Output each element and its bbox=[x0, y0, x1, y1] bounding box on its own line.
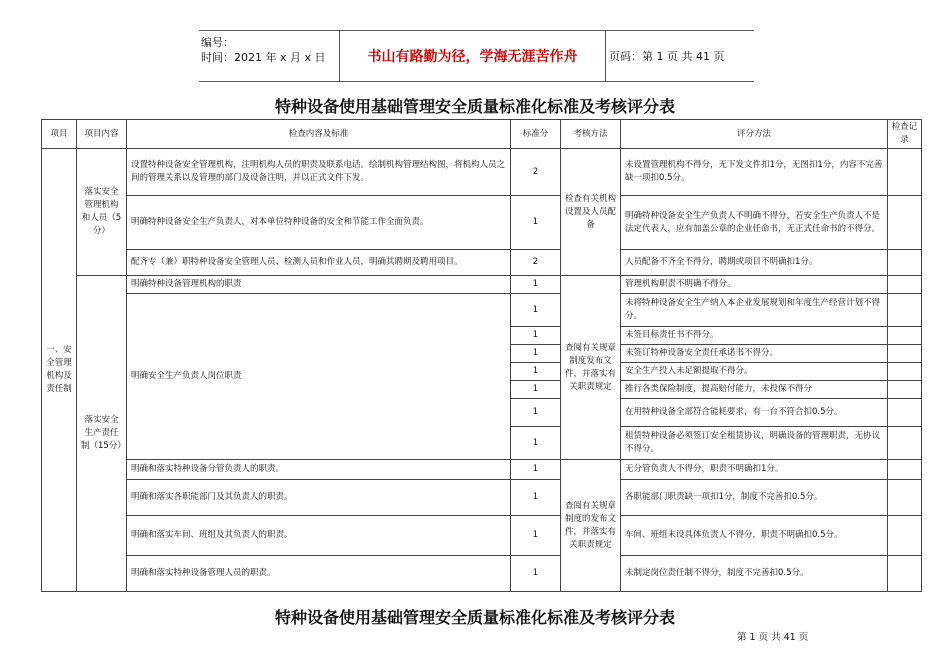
score-cell: 1 bbox=[511, 294, 561, 327]
content-cell: 明确和落实特种设备管理人员的职责。 bbox=[127, 556, 511, 592]
score-cell: 2 bbox=[511, 250, 561, 276]
item-cell: 落实安全生产责任制（15分） bbox=[77, 276, 127, 592]
table-row bbox=[42, 460, 922, 480]
content-cell: 明确特种设备管理机构的职责 bbox=[127, 276, 511, 294]
score-cell: 1 bbox=[511, 363, 561, 381]
scoring-cell: 各职能部门职责缺一项扣1分，制度不完善扣0.5分。 bbox=[621, 480, 888, 516]
footer-page-number: 第 1 页 共 41 页 bbox=[737, 632, 809, 643]
col-header: 考核方法 bbox=[561, 120, 621, 149]
table-row bbox=[42, 196, 922, 250]
col-header: 检查内容及标准 bbox=[127, 120, 511, 149]
content-cell: 明确安全生产负责人岗位职责 bbox=[127, 294, 511, 460]
method-cell: 查阅有关规章制度的发布文件，并落实有关职责规定 bbox=[561, 460, 621, 592]
score-cell: 1 bbox=[511, 196, 561, 250]
score-cell: 1 bbox=[511, 381, 561, 399]
record-cell bbox=[888, 427, 922, 460]
content-cell: 明确和落实特种设备分管负责人的职责。 bbox=[127, 460, 511, 480]
scoring-cell: 推行各类保险制度，提高赔付能力，未投保不得分 bbox=[621, 381, 888, 399]
scoring-cell: 管理机构职责不明确不得分。 bbox=[621, 276, 888, 294]
content-cell: 明确特种设备安全生产负责人，对本单位特种设备的安全和节能工作全面负责。 bbox=[127, 196, 511, 250]
method-cell: 查阅有关规章制度发布文件，并落实有关职责规定 bbox=[561, 276, 621, 460]
content-cell: 明确和落实各职能部门及其负责人的职责。 bbox=[127, 480, 511, 516]
col-header: 检查记录 bbox=[888, 120, 922, 149]
score-cell: 2 bbox=[511, 149, 561, 196]
scoring-cell: 安全生产投入未足额提取不得分。 bbox=[621, 363, 888, 381]
record-cell bbox=[888, 480, 922, 516]
method-cell: 检查有关机构设置及人员配备 bbox=[561, 149, 621, 276]
scoring-cell: 未将特种设备安全生产纳入本企业发展规划和年度生产经营计划不得分。 bbox=[621, 294, 888, 327]
document-header bbox=[199, 30, 754, 82]
table-row bbox=[42, 250, 922, 276]
header-meta bbox=[201, 35, 326, 65]
col-header: 项目 bbox=[42, 120, 77, 149]
record-cell bbox=[888, 250, 922, 276]
record-cell bbox=[888, 345, 922, 363]
time-label: 时间：2021 年 x 月 x 日 bbox=[201, 51, 326, 64]
scoring-cell: 租赁特种设备必须签订安全租赁协议，明确设备的管理职责，无协议不得分。 bbox=[621, 427, 888, 460]
score-cell: 1 bbox=[511, 399, 561, 427]
table-row bbox=[42, 294, 922, 327]
scoring-cell: 人员配备不齐全不得分，聘期或项目不明确扣1分。 bbox=[621, 250, 888, 276]
content-cell: 配齐专（兼）职特种设备安全管理人员、检测人员和作业人员，明确其聘期及聘用项目。 bbox=[127, 250, 511, 276]
record-cell bbox=[888, 363, 922, 381]
score-cell: 1 bbox=[511, 345, 561, 363]
record-cell bbox=[888, 381, 922, 399]
scoring-table bbox=[41, 119, 922, 592]
record-cell bbox=[888, 149, 922, 196]
record-cell bbox=[888, 196, 922, 250]
page-label: 页码：第 1 页 共 41 页 bbox=[609, 50, 725, 63]
content-cell: 设置特种设备安全管理机构，注明机构人员的职责及联系电话。绘制机构管理结构图，将机构人员之间的管理关系以及管理的部门及设备注明，并以正式文件下发。 bbox=[127, 149, 511, 196]
record-cell bbox=[888, 460, 922, 480]
scoring-cell: 未制定岗位责任制不得分，制度不完善扣0.5分。 bbox=[621, 556, 888, 592]
score-cell: 1 bbox=[511, 556, 561, 592]
table-row bbox=[42, 480, 922, 516]
col-header: 项目内容 bbox=[77, 120, 127, 149]
record-cell bbox=[888, 327, 922, 345]
scoring-cell: 未签订特种设备安全责任承诺书不得分。 bbox=[621, 345, 888, 363]
record-cell bbox=[888, 556, 922, 592]
table-header-row bbox=[42, 120, 922, 149]
content-cell: 明确和落实车间、班组及其负责人的职责。 bbox=[127, 516, 511, 556]
scoring-cell: 在用特种设备全部符合能耗要求，有一台不符合扣0.5分。 bbox=[621, 399, 888, 427]
scoring-cell: 无分管负责人不得分，职责不明确扣1分。 bbox=[621, 460, 888, 480]
col-header: 标准分 bbox=[511, 120, 561, 149]
table-row bbox=[42, 149, 922, 196]
number-label: 编号： bbox=[201, 36, 234, 49]
score-cell: 1 bbox=[511, 460, 561, 480]
score-cell: 1 bbox=[511, 276, 561, 294]
score-cell: 1 bbox=[511, 327, 561, 345]
scoring-cell: 明确特种设备安全生产负责人不明确不得分，若安全生产负责人不是法定代表人，应有加盖公章的企业任命书，无正式任命书的不得分。 bbox=[621, 196, 888, 250]
record-cell bbox=[888, 516, 922, 556]
col-header: 评分方法 bbox=[621, 120, 888, 149]
motto: 书山有路勤为径，学海无涯苦作舟 bbox=[339, 31, 606, 81]
scoring-cell: 车间、班组未设具体负责人不得分，职责不明确扣0.5分。 bbox=[621, 516, 888, 556]
project-cell: 一、安全管理机构及责任制 bbox=[42, 149, 77, 592]
table-row bbox=[42, 556, 922, 592]
score-cell: 1 bbox=[511, 427, 561, 460]
record-cell bbox=[888, 294, 922, 327]
table-row bbox=[42, 276, 922, 294]
score-cell: 1 bbox=[511, 480, 561, 516]
page-title: 特种设备使用基础管理安全质量标准化标准及考核评分表 bbox=[274, 97, 675, 116]
record-cell bbox=[888, 276, 922, 294]
scoring-cell: 未签目标责任书不得分。 bbox=[621, 327, 888, 345]
score-cell: 1 bbox=[511, 516, 561, 556]
record-cell bbox=[888, 399, 922, 427]
scoring-cell: 未设置管理机构不得分，无下发文件扣1分，无图扣1分，内容不完善缺一项扣0.5分。 bbox=[621, 149, 888, 196]
item-cell: 落实安全管理机构和人员（5分） bbox=[77, 149, 127, 276]
page-title-repeat: 特种设备使用基础管理安全质量标准化标准及考核评分表 bbox=[274, 608, 675, 627]
table-row bbox=[42, 516, 922, 556]
